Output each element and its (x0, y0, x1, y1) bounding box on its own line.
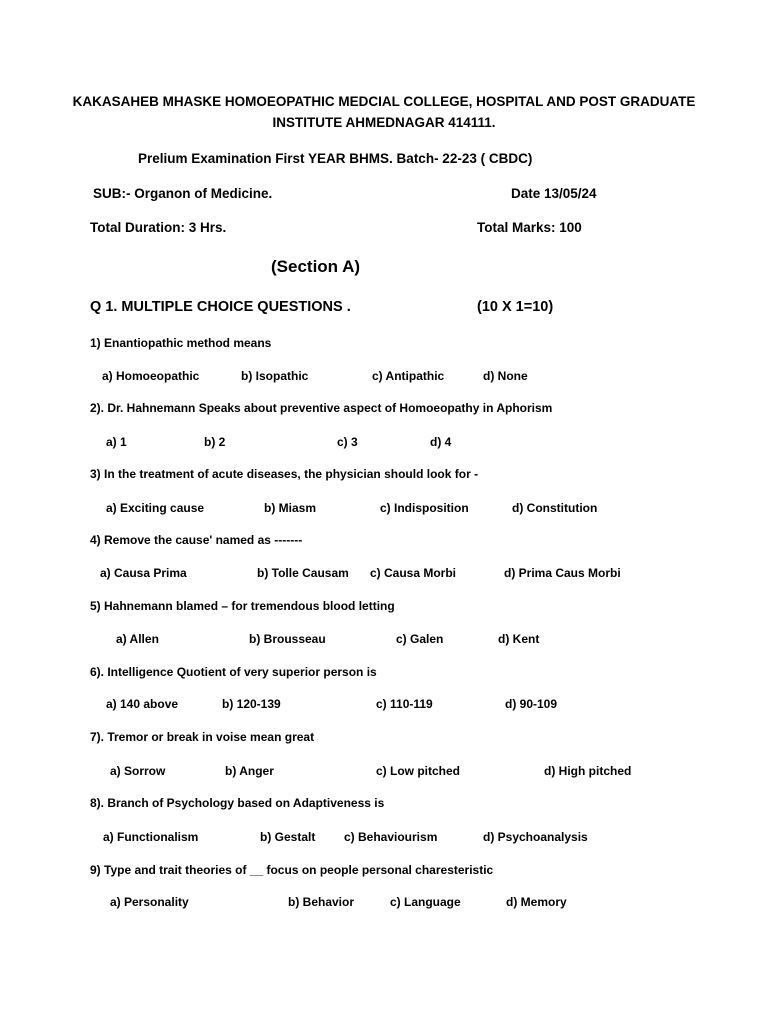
section-title: (Section A) (271, 257, 361, 276)
subject-label: SUB:- Organon of Medicine. (93, 186, 273, 201)
question-7-option-c: c) Low pitched (376, 764, 460, 778)
question-5-option-b: b) Brousseau (249, 632, 326, 646)
question-7-option-d: d) High pitched (544, 764, 632, 778)
total-marks: Total Marks: 100 (477, 220, 582, 235)
question-6-text: 6). Intelligence Quotient of very superior person is (90, 665, 377, 679)
question-7-option-b: b) Anger (225, 764, 274, 778)
question-3-text: 3) In the treatment of acute diseases, the physician should look for - (90, 467, 479, 481)
question-2-option-d: d) 4 (430, 435, 452, 449)
question-5-option-d: d) Kent (498, 632, 540, 646)
question-1-option-d: d) None (483, 369, 528, 383)
question-6-option-d: d) 90-109 (505, 697, 558, 711)
question-9-option-a: a) Personality (110, 895, 189, 909)
college-name-line1: KAKASAHEB MHASKE HOMOEOPATHIC MEDCIAL COLLEGE, HOSPITAL AND POST GRADUATE (72, 94, 696, 109)
question-8-option-a: a) Functionalism (103, 830, 199, 844)
question-4-option-b: b) Tolle Causam (257, 566, 349, 580)
question-1-option-a: a) Homoeopathic (102, 369, 200, 383)
question-3-option-b: b) Miasm (264, 501, 317, 515)
question-2-option-b: b) 2 (204, 435, 226, 449)
question-7-text: 7). Tremor or break in voise mean great (90, 730, 315, 744)
question-1-option-b: b) Isopathic (241, 369, 309, 383)
total-duration: Total Duration: 3 Hrs. (90, 220, 227, 235)
question-4-option-c: c) Causa Morbi (370, 566, 457, 580)
question-4-text: 4) Remove the cause' named as ------- (90, 533, 303, 547)
question-8-text: 8). Branch of Psychology based on Adaptiveness is (90, 796, 385, 810)
exam-date: Date 13/05/24 (511, 186, 597, 201)
question-2-option-a: a) 1 (106, 435, 127, 449)
question-5-option-c: c) Galen (396, 632, 444, 646)
question-4-option-a: a) Causa Prima (100, 566, 187, 580)
question-3-option-d: d) Constitution (512, 501, 598, 515)
question-6-option-b: b) 120-139 (222, 697, 281, 711)
question-block-title: Q 1. MULTIPLE CHOICE QUESTIONS . (90, 299, 351, 315)
question-block-marks: (10 X 1=10) (477, 299, 554, 315)
question-9-option-c: c) Language (390, 895, 461, 909)
question-2-text: 2). Dr. Hahnemann Speaks about preventive aspect of Homoeopathy in Aphorism (90, 401, 553, 415)
question-1-option-c: c) Antipathic (372, 369, 445, 383)
question-5-option-a: a) Allen (116, 632, 159, 646)
question-9-option-b: b) Behavior (288, 895, 355, 909)
exam-title: Prelium Examination First YEAR BHMS. Batch- 22-23 ( CBDC) (138, 151, 533, 166)
question-8-option-b: b) Gestalt (260, 830, 316, 844)
question-1-text: 1) Enantiopathic method means (90, 336, 272, 350)
question-6-option-a: a) 140 above (106, 697, 179, 711)
question-3-option-c: c) Indisposition (380, 501, 469, 515)
college-name-line2: INSTITUTE AHMEDNAGAR 414111. (272, 115, 496, 130)
question-8-option-d: d) Psychoanalysis (483, 830, 588, 844)
question-3-option-a: a) Exciting cause (106, 501, 205, 515)
question-6-option-c: c) 110-119 (376, 697, 433, 711)
question-5-text: 5) Hahnemann blamed – for tremendous blood letting (90, 599, 395, 613)
question-9-text: 9) Type and trait theories of __ focus on people personal charesteristic (90, 863, 494, 877)
question-8-option-c: c) Behaviourism (344, 830, 438, 844)
question-9-option-d: d) Memory (506, 895, 567, 909)
question-4-option-d: d) Prima Caus Morbi (504, 566, 621, 580)
question-2-option-c: c) 3 (337, 435, 358, 449)
question-7-option-a: a) Sorrow (110, 764, 166, 778)
